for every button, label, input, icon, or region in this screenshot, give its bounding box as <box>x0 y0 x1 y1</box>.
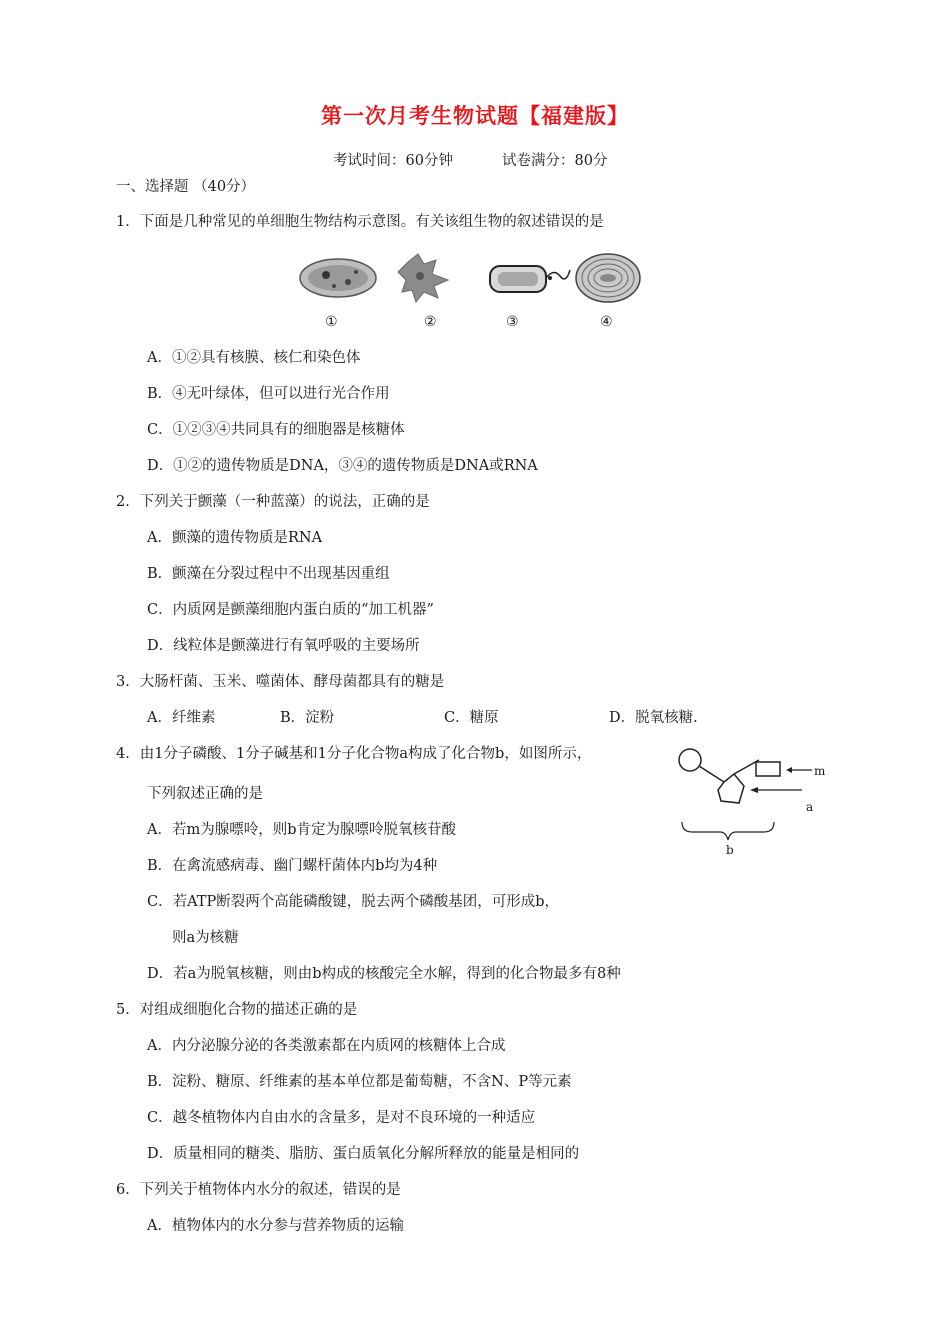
q2-option-b: B．颤藻在分裂过程中不出现基因重组 <box>147 566 390 582</box>
q3-option-b: B．淀粉 <box>280 710 335 726</box>
amoeba-image <box>398 254 448 302</box>
figure-label-2: ② <box>424 314 437 330</box>
section-heading: 一、选择题 （40分） <box>116 179 256 195</box>
q4-option-a: A．若m为腺嘌呤，则b肯定为腺嘌呤脱氧核苷酸 <box>147 822 457 838</box>
q1-option-b: B．④无叶绿体，但可以进行光合作用 <box>147 386 390 402</box>
q2-option-c: C．内质网是颤藻细胞内蛋白质的“加工机器” <box>147 602 434 618</box>
question-6-stem: 6．下列关于植物体内水分的叙述，错误的是 <box>116 1182 401 1198</box>
figure-label-1: ① <box>325 314 338 330</box>
label-a: a <box>806 800 814 814</box>
q4-option-c: C．若ATP断裂两个高能磷酸键，脱去两个磷酸基团，可形成b， <box>147 894 559 910</box>
exam-time: 考试时间：60分钟 <box>333 153 453 169</box>
bacterium-image <box>490 266 570 292</box>
q1-option-a: A．①②具有核膜、核仁和染色体 <box>147 350 361 366</box>
exam-score: 试卷满分：80分 <box>502 153 608 169</box>
base-rectangle <box>756 762 780 776</box>
question-2-stem: 2．下列关于颤藻（一种蓝藻）的说法，正确的是 <box>116 494 430 510</box>
paramecium-image <box>300 259 376 297</box>
page-title: 第一次月考生物试题【福建版】 <box>321 104 629 128</box>
q2-option-a: A．颤藻的遗传物质是RNA <box>147 530 323 546</box>
q5-option-a: A．内分泌腺分泌的各类激素都在内质网的核糖体上合成 <box>147 1038 506 1054</box>
question-3-stem: 3．大肠杆菌、玉米、噬菌体、酵母菌都具有的糖是 <box>116 674 445 690</box>
q3-option-c: C．糖原 <box>444 710 499 726</box>
q5-option-b: B．淀粉、糖原、纤维素的基本单位都是葡萄糖，不含N、P等元素 <box>147 1074 572 1090</box>
cyanobacterium-image <box>576 254 640 302</box>
question-5-stem: 5．对组成细胞化合物的描述正确的是 <box>116 1002 358 1018</box>
q4-option-b: B．在禽流感病毒、幽门螺杆菌体内b均为4种 <box>147 858 438 874</box>
q5-option-c: C．越冬植物体内自由水的含量多，是对不良环境的一种适应 <box>147 1110 536 1126</box>
q3-option-d: D．脱氧核糖. <box>609 710 698 726</box>
question-4-stem-line2: 下列叙述正确的是 <box>147 786 263 802</box>
question-4-stem-line1: 4．由1分子磷酸、1分子碱基和1分子化合物a构成了化合物b，如图所示， <box>116 746 592 762</box>
q6-option-a: A．植物体内的水分参与营养物质的运输 <box>147 1218 404 1234</box>
figure-label-4: ④ <box>600 314 613 330</box>
q3-option-a: A．纤维素 <box>147 710 216 726</box>
brace-b <box>682 822 774 840</box>
figure-label-3: ③ <box>506 314 519 330</box>
question-1-stem: 1．下面是几种常见的单细胞生物结构示意图。有关该组生物的叙述错误的是 <box>116 214 604 230</box>
q5-option-d: D．质量相同的糖类、脂肪、蛋白质氧化分解所释放的能量是相同的 <box>147 1146 580 1162</box>
phosphate-circle <box>679 749 701 771</box>
pentose-pentagon <box>718 774 744 803</box>
label-b: b <box>726 843 734 857</box>
q2-option-d: D．线粒体是颤藻进行有氧呼吸的主要场所 <box>147 638 420 654</box>
q4-option-c-cont: 则a为核糖 <box>172 930 239 946</box>
label-m: m <box>814 764 826 778</box>
q4-option-d: D．若a为脱氧核糖，则由b构成的核酸完全水解，得到的化合物最多有8种 <box>147 966 621 982</box>
q1-option-d: D．①②的遗传物质是DNA，③④的遗传物质是DNA或RNA <box>147 458 538 474</box>
q1-cell-figure <box>298 250 648 310</box>
q1-option-c: C．①②③④共同具有的细胞器是核糖体 <box>147 422 405 438</box>
